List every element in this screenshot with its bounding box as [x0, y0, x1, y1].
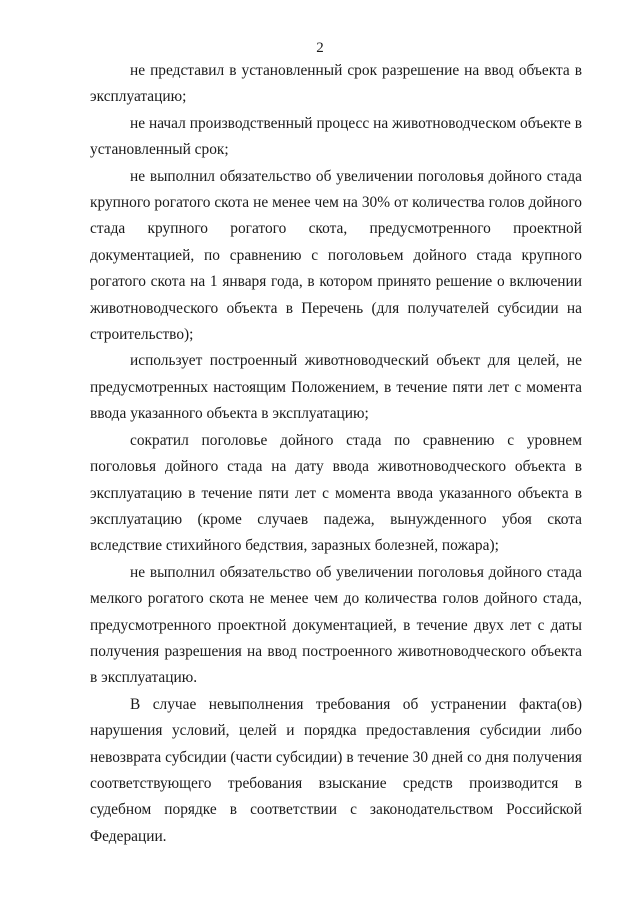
paragraph-6: не выполнил обязательство об увеличении поголовья дойного стада мелкого рогатого скота не менее чем до количества голов дойного стада, предусмотренного проектной документацией, в течение двух лет с даты получения разрешения на ввод построенного животноводческого объекта в эксплуатацию. — [90, 563, 582, 687]
paragraph-4: использует построенный животноводческий объект для целей, не предусмотренных настоящим Положением, в течение пяти лет с момента ввода указанного объекта в эксплуатацию; — [90, 352, 582, 423]
page-number: 2 — [316, 40, 324, 56]
paragraph-1: не представил в установленный срок разрешение на ввод объекта в эксплуатацию; — [90, 62, 582, 106]
paragraph-2: не начал производственный процесс на животноводческом объекте в установленный срок; — [90, 114, 582, 159]
paragraph-7: В случае невыполнения требования об устранении факта(ов) нарушения условий, целей и порядка предоставления субсидии либо невозврата субсидии (части субсидии) в течение 30 дней со дня получения соответствующего требования взыскание средств производится в судебном порядке в соответствии с законодательством Российской Федерации. — [90, 695, 582, 845]
paragraph-5: сократил поголовье дойного стада по сравнению с уровнем поголовья дойного стада на дату ввода животноводческого объекта в эксплуатацию в течение пяти лет с момента ввода указанного объекта в эксплуатацию (кроме случаев падежа, вынужденного убоя скота вследствие стихийного бедствия, заразных болезней, пожара); — [90, 431, 582, 555]
document-body — [90, 58, 582, 850]
paragraph-3: не выполнил обязательство об увеличении поголовья дойного стада крупного рогатого скота не менее чем на 30% от количества голов дойного стада крупного рогатого скота, предусмотренного проектной документацией, по сравнению с поголовьем дойного стада крупного рогатого скота на 1 января года, в котором принято решение о включении животноводческого объекта в Перечень (для получателей субсидии на строительство); — [90, 167, 582, 344]
